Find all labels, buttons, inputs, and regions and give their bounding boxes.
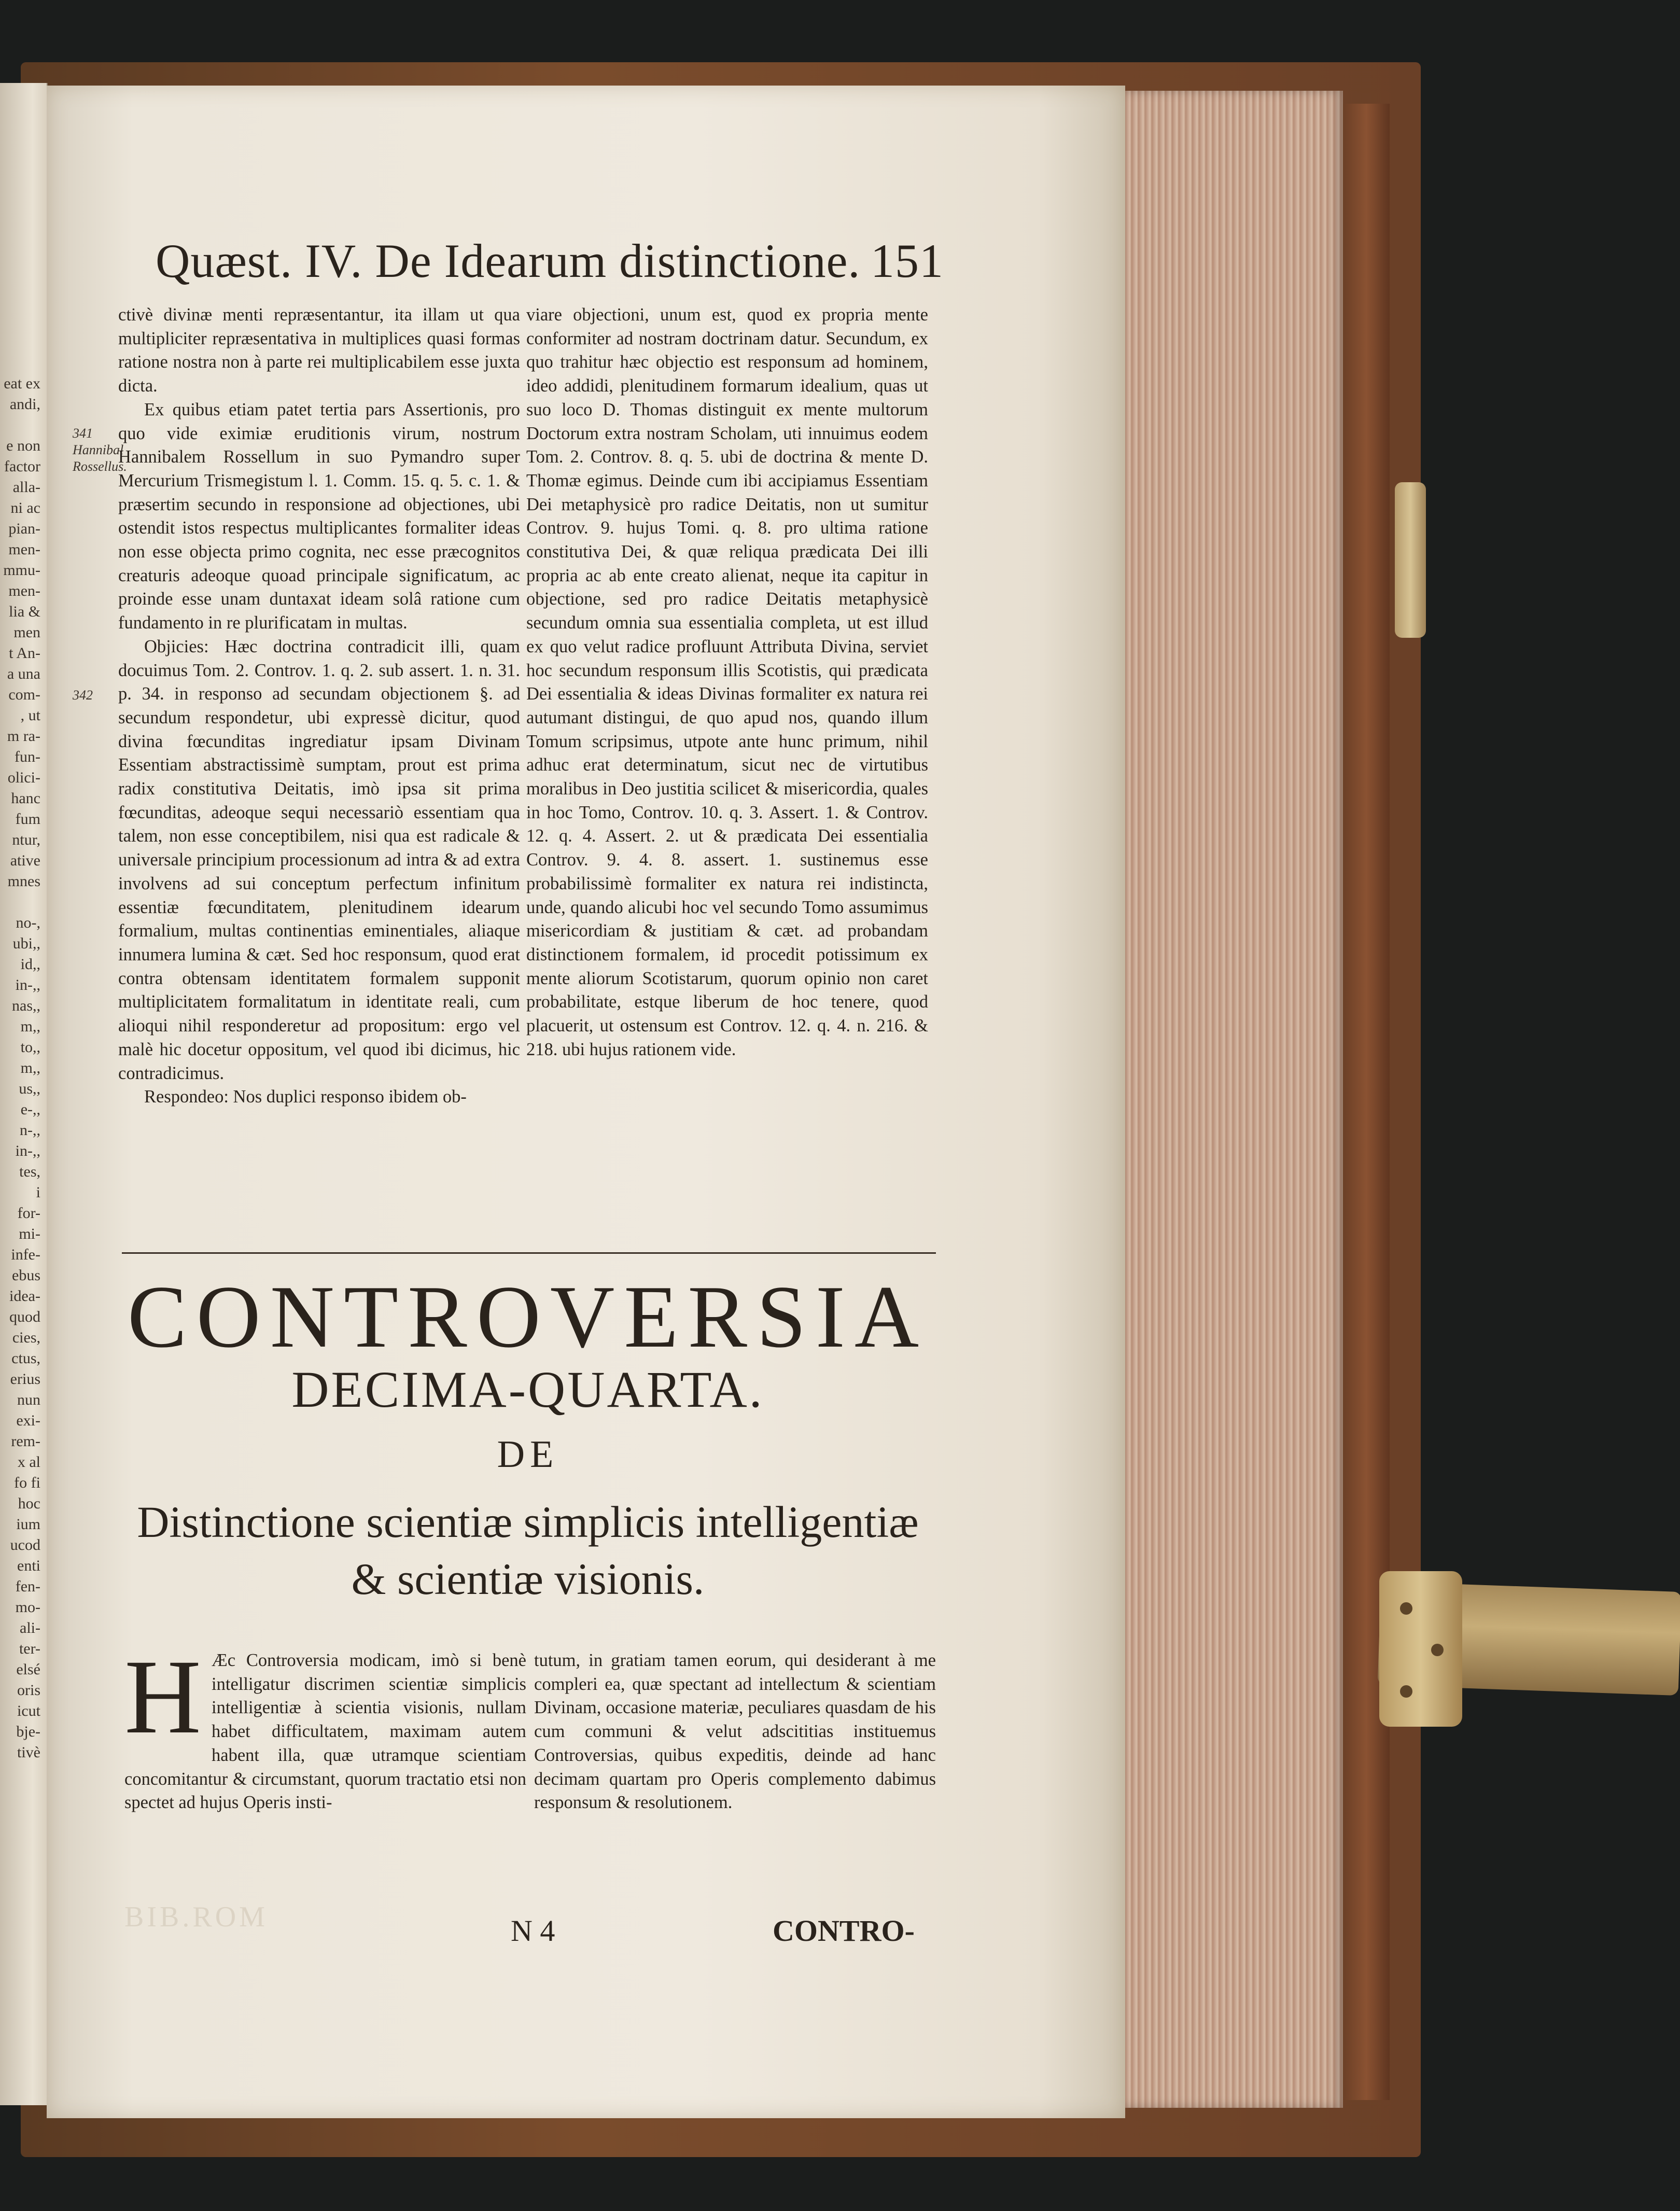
left-page-text-fragments: eat ex andi, e non factor alla- ni ac pian- men- mmu- men- lia & men t An- a una com- , ut m ra- fun- olici- hanc fum ntur, ative mnes no-, ubi,, id,, in-,, nas,, m,, to,, m,, us,, e-,, n-,, in-,, tes, i for- mi- infe- ebus idea- quod cies, ctus, erius nun exi- rem- x al fo fi hoc ium ucod enti fen- mo- ali- ter- elsé oris icut bje- tivè <box>3 375 40 1761</box>
section-heading: CONTROVERSIA <box>127 1268 929 1366</box>
paragraph: Æc Controversia modicam, imò si benè intelligatur discrimen scientiæ simplicis intelligentiæ à scientia visionis, nullam habet difficultatem, maximam autem habent illa, quæ utramque scientiam concomitantur & circumstant, quorum tractatio etsi non spectet ad hujus Operis insti- <box>124 1650 526 1813</box>
right-column <box>526 303 928 1062</box>
section-rule <box>122 1252 936 1254</box>
library-stamp: BIB.ROM <box>124 1901 268 1933</box>
paragraph: Objicies: Hæc doctrina contradicit illi, quam docuimus Tom. 2. Controv. 1. q. 2. sub assert. 1. n. 31. p. 34. in responso ad secundam objectionem §. ad secundum respondetur, ubi expressè dicitur, quod divina fœcunditas ingrediatur ipsam Divinam Essentiam abstractissimè sumptam, prout est prima radix constitutiva Deitatis, imò ipsa sit prima fœcunditas, adeoque sequi necessariò essentiam qua talem, non esse conceptibilem, nisi qua est radicale & universale principium processionum ad intra & ad extra involvens ad sui conceptum perfectum infinitum essentiæ fœcunditatem, plenitudinem idearum formalium, multas continentias eminentiales, aliaque innumera lumina & cæt. Sed hoc responsum, quod erat contra obtensam identitatem formalem supponit multiplicitatem formalitatum in identitate reali, cum alioqui nihil responderetur ad propositum: ergo vel malè hic docetur oppositum, vel quod ibi dicimus, hic contradicimus. <box>118 636 520 1083</box>
running-head <box>156 233 944 301</box>
paragraph: viare objectioni, unum est, quod ex propria mente conformiter ad nostram doctrinam datur. Secundum, ex quo trahitur hæc objectio est responsum ad hominem, ideo addidi, plenitudinem formarum idealium, quas ut suo loco D. Thomas distinguit ex mente multorum Doctorum extra nostram Scholam, uti innuimus eodem Tom. 2. Controv. 8. q. 5. ubi de doctrina & mente D. Thomæ egimus. Deinde cum ibi accipiamus Essentiam Dei metaphysicè pro radice Deitatis, non ut sumitur Controv. 9. hujus Tomi. q. 8. pro ultima ratione constitutiva Dei, & quæ reliqua prædicata Dei illi propria ac ab ente creato alienat, neque ita capitur in objectione, sed pro radice Deitatis metaphysicè secundum omnia sua essentialia completa, ut est illud ex quo velut radice profluunt Attributa Divina, serviet hoc secundum responsum illis Scotistis, qui prædicata Dei essentialia & ideas Divinas formaliter ex natura rei autumant distingui, de quo apud nos, quando illum Tomum scripsimus, utpote ante hunc primum, nihil adhuc erat determinatum, sicut nec de virtutibus moralibus in Deo justitia scilicet & misericordia, quales in hoc Tomo, Controv. 10. q. 3. Assert. 1. & Controv. 12. q. 4. Assert. 2. ut & prædicata Dei essentialia Controv. 9. 4. 8. assert. 1. sustinemus esse probabilissimè formaliter ex natura rei indistincta, unde, quando alicubi hoc vel secundo Tomo assumimus misericordiam & justitiam & cæt. ad probandam distinctionem formalem, id procedit potissimum ex mente aliorum Scotistarum, quorum opinio non caret probabilitate, estque liberum de hoc tenere, quod placuerit, ut ostensum est Controv. 12. q. 4. n. 216. & 218. ubi hujus rationem vide. <box>526 305 928 1059</box>
section-subtitle <box>118 1493 937 1607</box>
section-heading-number: DECIMA-QUARTA. <box>291 1361 764 1418</box>
paragraph: tutum, in gratiam tamen eorum, qui desiderant à me compleri ea, quæ spectant ad intellectum & scientiam Divinam, occasione materiæ, peculiares quasdam de his cum communi & velut adscititias instituemus Controversias, quibus expeditis, deinde ad hanc decimam quartam pro Operis complemento dabimus responsum & resolutionem. <box>534 1650 936 1813</box>
section-heading-de: DE <box>497 1433 559 1476</box>
rivet-icon <box>1400 1685 1412 1698</box>
clasp-plate <box>1379 1571 1462 1727</box>
clasp-catch <box>1395 482 1426 638</box>
margin-note-342: 342 <box>73 688 93 703</box>
cover-edge <box>1343 104 1390 2100</box>
page-number: 151 <box>871 234 944 287</box>
rivet-icon <box>1400 1602 1412 1615</box>
margin-note-341: 341 Hannibal Rossellus. <box>73 426 127 474</box>
left-page-edge <box>0 83 48 2105</box>
paragraph: Ex quibus etiam patet tertia pars Assertionis, pro quo vide eximiæ eruditionis virum, nostrum Hannibalem Rossellum in suo Pymandro super Mercurium Trismegistum l. 1. Comm. 15. q. 5. c. 1. & præsertim secundo in responsione ad objectiones, ubi ostendit istos respectus multiplicantes formaliter ideas non esse objecta primo cognita, nec esse præcognitos creaturis adeoque quoad principale significatum, ac proinde esse unam duntaxat ideam solâ ratione cum fundamento in re plurificatam in multas. <box>118 399 520 633</box>
page-edges <box>1125 91 1343 2108</box>
intro-left-column <box>124 1638 526 1815</box>
paragraph: ctivè divinæ menti repræsentantur, ita illam ut qua multipliciter repræsentativa in multiplices quasi formas ratione nostra non à parte rei multiplicabilem esse juxta dicta. <box>118 305 520 396</box>
left-column <box>118 303 520 1109</box>
catchword: CONTRO- <box>773 1914 915 1948</box>
paragraph: Respondeo: Nos duplici responso ibidem ob- <box>144 1087 467 1107</box>
signature-mark: N 4 <box>511 1914 555 1948</box>
rivet-icon <box>1431 1644 1444 1656</box>
intro-right-column <box>534 1649 936 1815</box>
running-title: Quæst. IV. De Idearum distinctione. <box>156 234 861 287</box>
drop-cap: H <box>124 1638 202 1756</box>
subtitle-line: Distinctione scientiæ simplicis intelligentiæ <box>137 1497 919 1547</box>
subtitle-line: & scientiæ visionis. <box>351 1554 705 1604</box>
